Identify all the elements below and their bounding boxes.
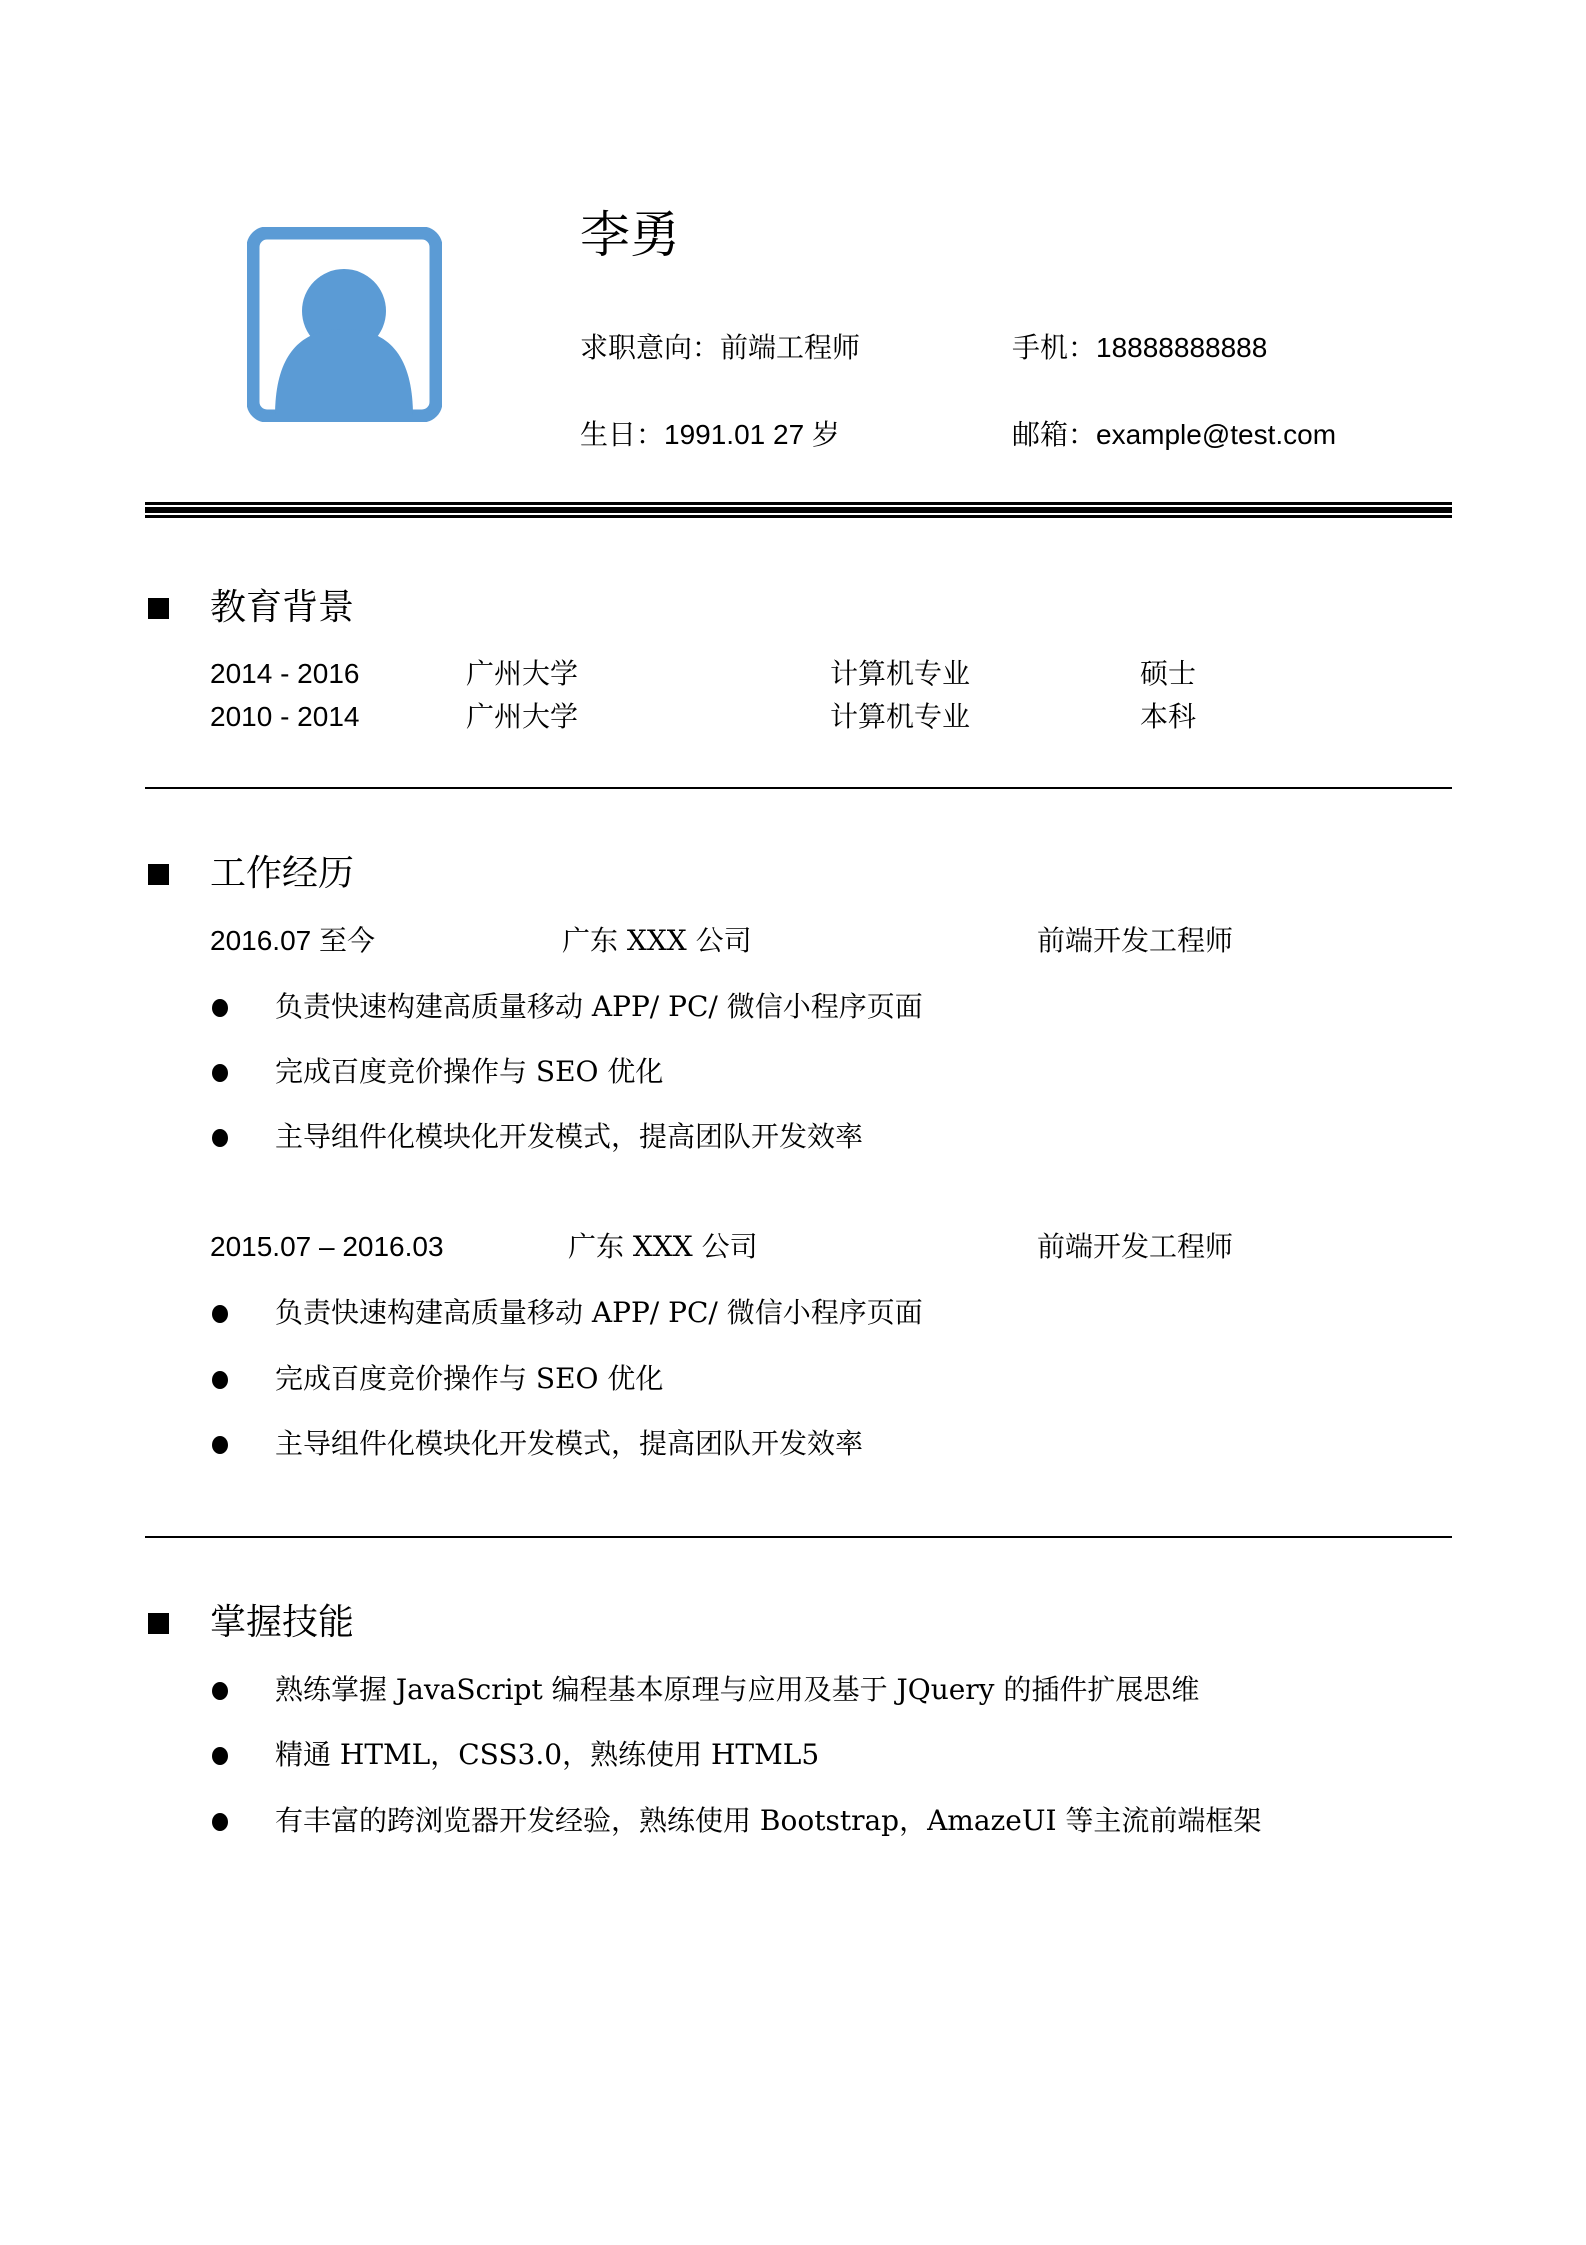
job-position: 前端开发工程师 <box>1037 924 1234 957</box>
section-square-icon <box>148 1613 169 1634</box>
bullet-dot-icon <box>212 1436 228 1454</box>
work-title: 工作经历 <box>210 853 355 894</box>
education-row <box>210 656 359 692</box>
skills-title: 掌握技能 <box>210 1602 355 1643</box>
job-duty: 完成百度竞价操作与 SEO 优化 <box>275 1362 664 1395</box>
email-label: 邮箱： <box>1012 418 1097 451</box>
birthday-label: 生日： <box>580 418 665 451</box>
education-degree: 本科 <box>1140 700 1197 733</box>
phone-value: 18888888888 <box>1096 332 1268 363</box>
phone <box>1012 330 1267 366</box>
job-period: 2015.07 – 2016.03 <box>210 1231 444 1262</box>
bullet-dot-icon <box>212 1682 228 1700</box>
section-square-icon <box>148 598 169 619</box>
job-company: 广东 XXX 公司 <box>562 924 752 957</box>
education-period: 2014 - 2016 <box>210 658 360 689</box>
job-company: 广东 XXX 公司 <box>568 1230 758 1263</box>
job-position: 前端开发工程师 <box>1037 1230 1234 1263</box>
skill-item: 精通 HTML，CSS3.0，熟练使用 HTML5 <box>275 1738 820 1771</box>
skill-item: 熟练掌握 JavaScript 编程基本原理与应用及基于 JQuery 的插件扩展思维 <box>275 1673 1200 1706</box>
bullet-dot-icon <box>212 1129 228 1147</box>
user-avatar-icon <box>247 227 442 422</box>
job-intention <box>580 330 860 366</box>
education-degree: 硕士 <box>1140 657 1197 690</box>
job-duty: 负责快速构建高质量移动 APP/ PC/ 微信小程序页面 <box>275 990 923 1023</box>
email <box>1012 417 1336 453</box>
bullet-dot-icon <box>212 1747 228 1765</box>
email-value: example@test.com <box>1096 419 1337 450</box>
job-intention-value: 前端工程师 <box>720 331 861 364</box>
job-duty: 主导组件化模块化开发模式，提高团队开发效率 <box>275 1427 864 1460</box>
avatar <box>247 227 442 422</box>
bullet-dot-icon <box>212 1813 228 1831</box>
job-period: 2016.07 至今 <box>210 925 375 956</box>
education-title: 教育背景 <box>210 587 355 628</box>
bullet-dot-icon <box>212 999 228 1017</box>
job-duty: 负责快速构建高质量移动 APP/ PC/ 微信小程序页面 <box>275 1296 923 1329</box>
education-major: 计算机专业 <box>830 657 971 690</box>
education-school: 广州大学 <box>466 657 579 690</box>
birthday-value: 1991.01 27 岁 <box>664 419 840 450</box>
education-school: 广州大学 <box>466 700 579 733</box>
section-divider <box>145 1536 1452 1538</box>
education-major: 计算机专业 <box>830 700 971 733</box>
phone-label: 手机： <box>1012 331 1097 364</box>
header-divider <box>145 502 1452 517</box>
job-duty: 完成百度竞价操作与 SEO 优化 <box>275 1055 664 1088</box>
job-duty: 主导组件化模块化开发模式，提高团队开发效率 <box>275 1120 864 1153</box>
bullet-dot-icon <box>212 1064 228 1082</box>
section-divider <box>145 787 1452 789</box>
birthday <box>580 417 840 453</box>
bullet-dot-icon <box>212 1305 228 1323</box>
candidate-name: 李勇 <box>580 206 680 264</box>
job-intention-label: 求职意向： <box>580 331 721 364</box>
skill-item: 有丰富的跨浏览器开发经验，熟练使用 Bootstrap，AmazeUI 等主流前端框架 <box>275 1804 1262 1837</box>
section-square-icon <box>148 864 169 885</box>
bullet-dot-icon <box>212 1371 228 1389</box>
education-row <box>210 699 359 735</box>
education-period: 2010 - 2014 <box>210 701 360 732</box>
